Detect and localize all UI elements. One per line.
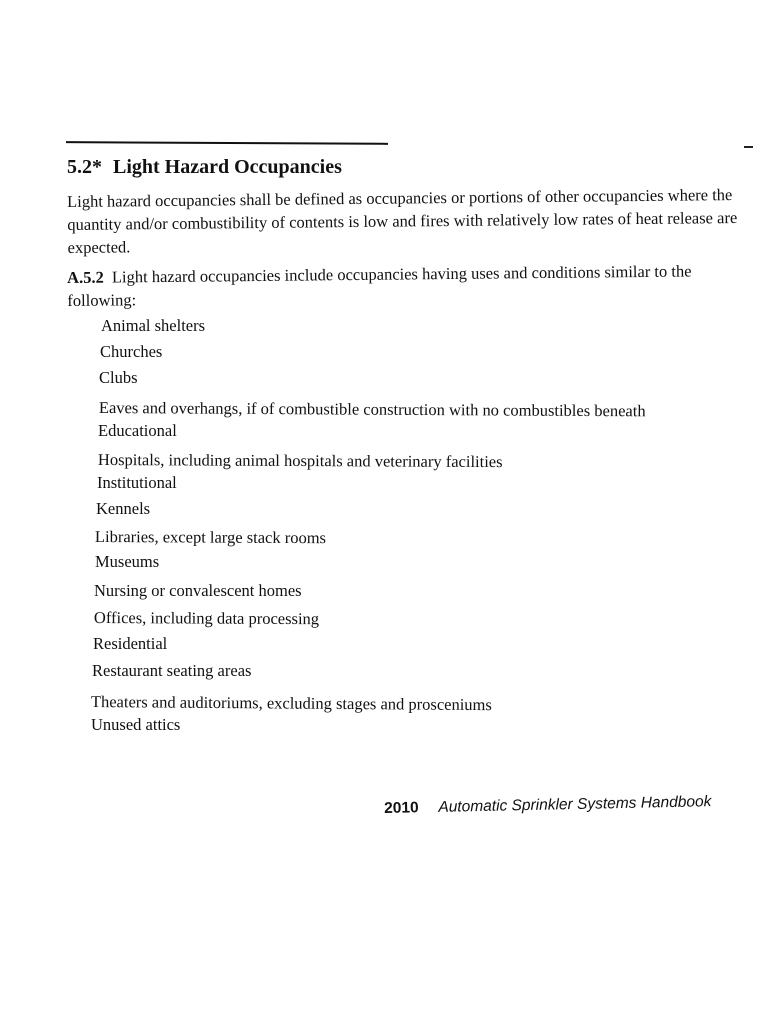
list-item: Hospitals, including animal hospitals and veterinary facilities [97,450,503,472]
page-footer [384,793,712,818]
list-item: Clubs [99,368,138,387]
list-item: Eaves and overhangs, if of combustible construction with no combustibles beneath [98,398,646,421]
list-item: Restaurant seating areas [92,661,252,680]
list-item: Educational [98,421,177,440]
list-item: Libraries, except large stack rooms [94,527,327,548]
footer-year: 2010 [384,799,419,817]
annex-label: A.5.2 [67,267,104,287]
top-rule [66,141,388,145]
section-title: Light Hazard Occupancies [113,156,342,178]
list-item: Kennels [96,499,151,518]
footer-title: Automatic Sprinkler Systems Handbook [438,793,712,816]
list-item: Churches [100,342,163,361]
list-item: Theaters and auditoriums, excluding stages and prosceniums [90,692,492,715]
list-item: Offices, including data processing [93,608,320,629]
list-item: Unused attics [91,715,181,734]
section-number: 5.2* [67,156,102,178]
list-item: Residential [93,634,168,653]
list-item: Institutional [97,473,177,492]
list-item: Museums [95,552,160,571]
list-item: Animal shelters [101,316,206,335]
list-item: Nursing or convalescent homes [94,581,302,600]
annex-paragraph [67,259,757,312]
definition-paragraph: Light hazard occupancies shall be defined as occupancies or portions of other occupancies where the quantity and/or combustibility of contents is low and fires with relatively low rates of heat release are expected. [67,185,738,257]
edge-mark [744,146,753,148]
section-heading [67,156,342,179]
annex-text: Light hazard occupancies include occupancies having uses and conditions similar to the following: [67,261,692,310]
